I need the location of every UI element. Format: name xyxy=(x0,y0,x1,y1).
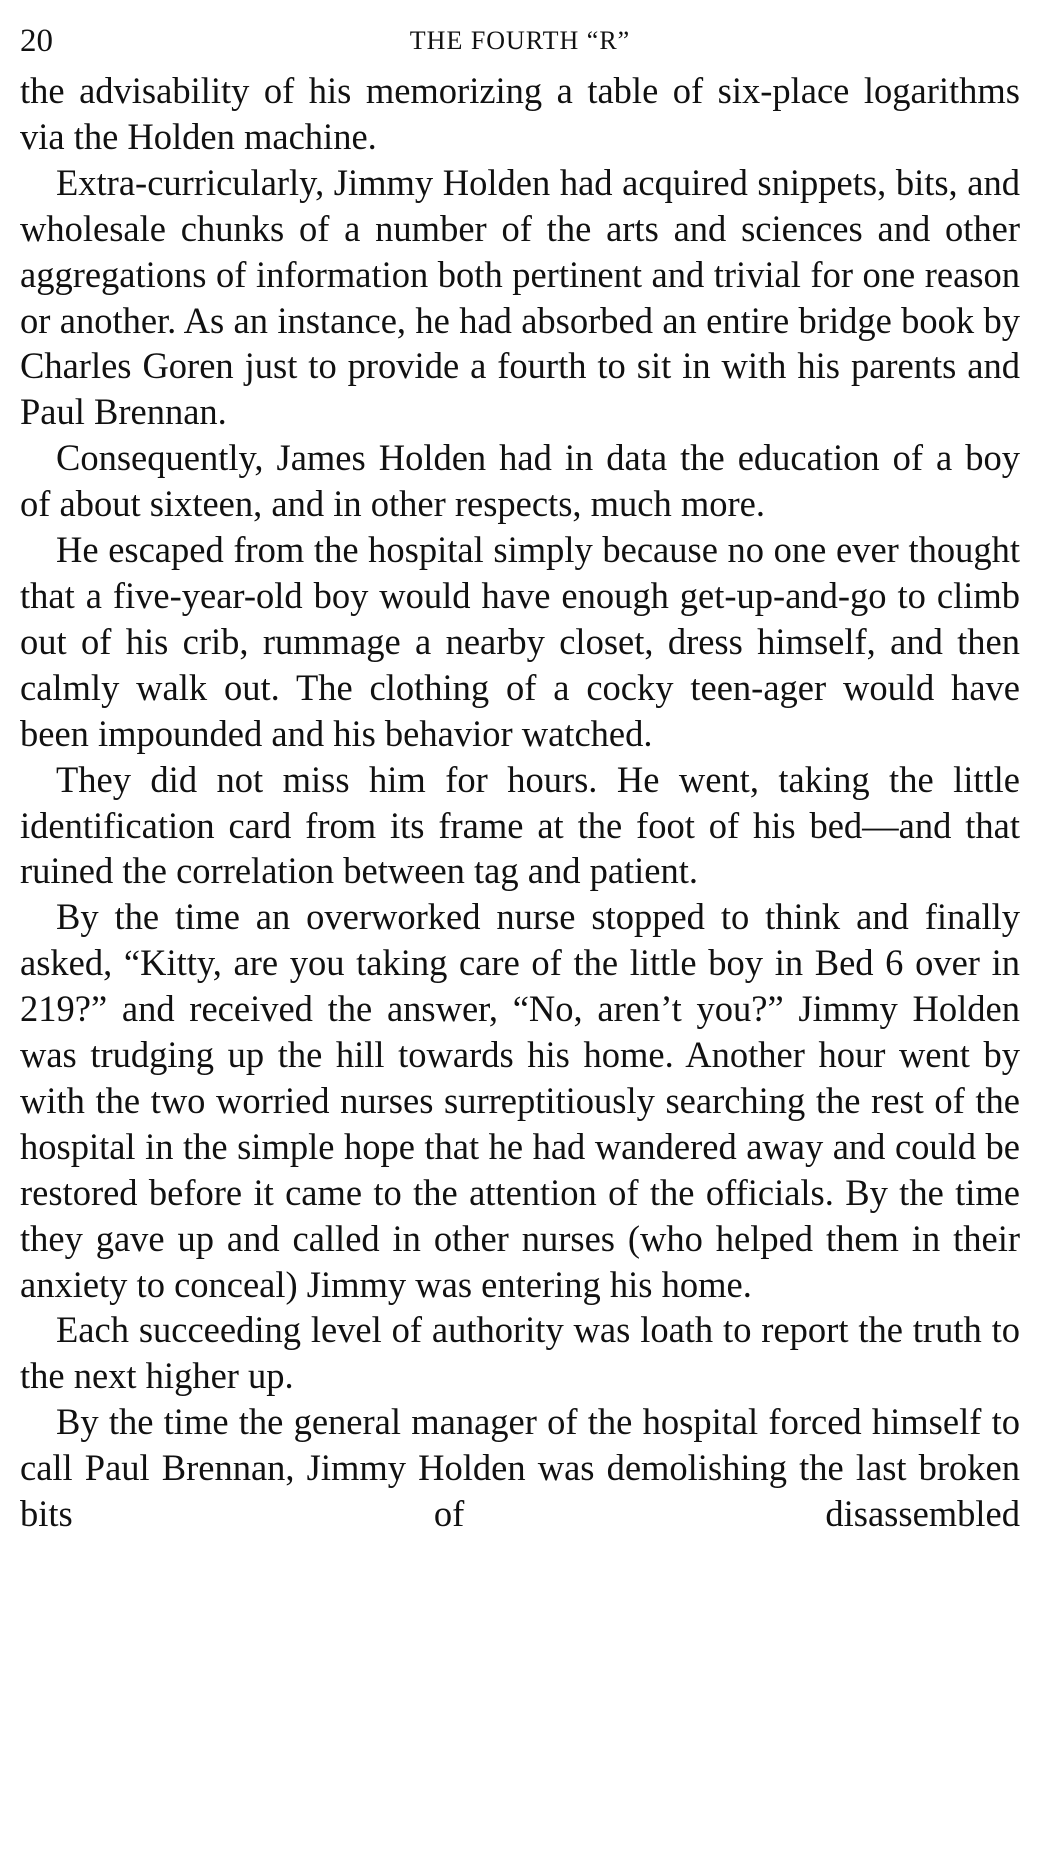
page-header xyxy=(20,18,1020,64)
paragraph: Extra-curricularly, Jimmy Holden had acquired snippets, bits, and wholesale chunks of a number of the arts and sciences and other aggregations of information both pertinent and trivial for one reason or another. As an instance, he had absorbed an entire bridge book by Charles Goren just to provide a fourth to sit in with his parents and Paul Brennan. xyxy=(20,161,1020,433)
paragraph: Each succeeding level of authority was loath to report the truth to the next higher up. xyxy=(20,1309,1020,1397)
page-number: 20 xyxy=(20,23,53,59)
body-text xyxy=(20,68,1020,1537)
paragraph: He escaped from the hospital simply because no one ever thought that a five-year-old boy would have enough get-up-and-go to climb out of his crib, rummage a nearby closet, dress himself, and then calmly walk out. The clothing of a cocky teen-ager would have been impounded and his behavior watched. xyxy=(20,529,1020,754)
book-page xyxy=(20,18,1020,1537)
paragraph: They did not miss him for hours. He went, taking the little identification card from its frame at the foot of his bed—and that ruined the correlation between tag and patient. xyxy=(20,758,1020,892)
paragraph: By the time the general manager of the hospital forced himself to call Paul Brennan, Jimmy Holden was demolishing the last broken bits of disassembled xyxy=(20,1401,1020,1535)
paragraph: Consequently, James Holden had in data the education of a boy of about sixteen, and in other respects, much more. xyxy=(20,437,1020,525)
paragraph: the advisability of his memorizing a table of six-place logarithms via the Holden machine. xyxy=(20,70,1020,157)
running-title: THE FOURTH “R” xyxy=(409,26,631,55)
paragraph: By the time an overworked nurse stopped to think and finally asked, “Kitty, are you taking care of the little boy in Bed 6 over in 219?” and received the answer, “No, aren’t you?” Jimmy Holden was trudging up the hill towards his home. Another hour went by with the two worried nurses surreptitiously searching the rest of the hospital in the simple hope that he had wandered away and could be restored before it came to the attention of the officials. By the time they gave up and called in other nurses (who helped them in their anxiety to conceal) Jimmy was entering his home. xyxy=(20,896,1020,1305)
